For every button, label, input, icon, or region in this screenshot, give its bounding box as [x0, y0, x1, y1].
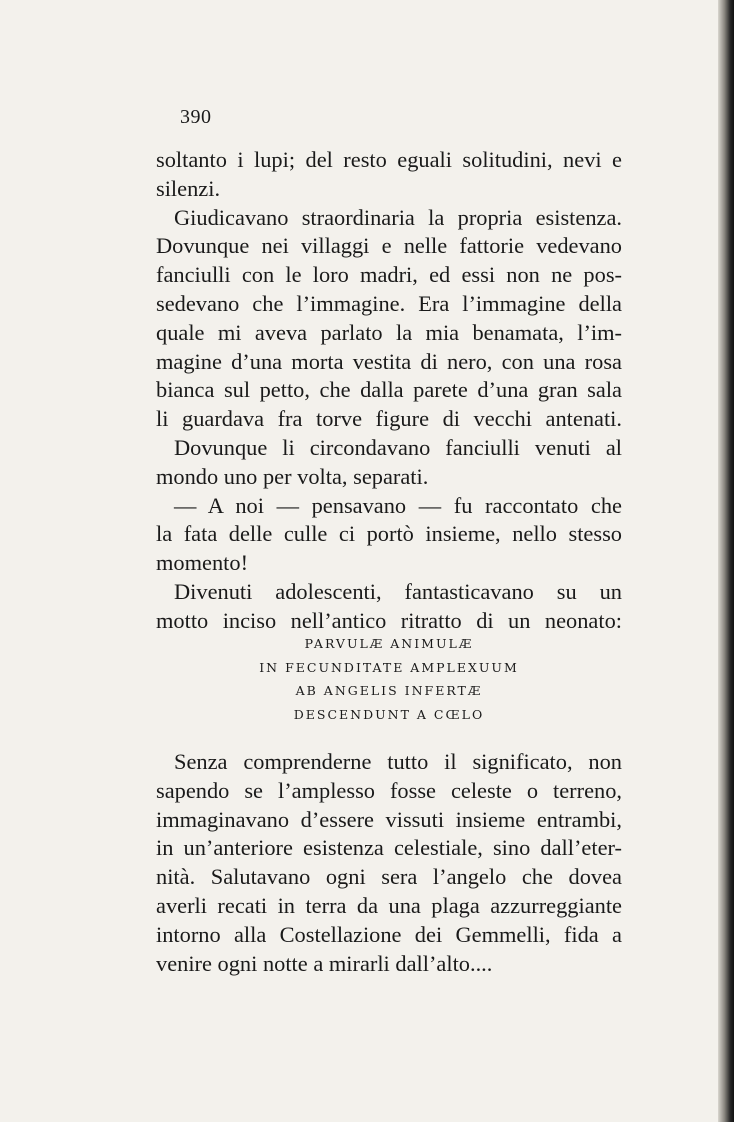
- text-line: sapendo se l’amplesso fosse celeste o terreno,: [156, 777, 622, 803]
- text-line: soltanto i lupi; del resto eguali solitudini, nevi e: [156, 147, 622, 172]
- text-block-lower: [156, 748, 622, 978]
- text-line: averli recati in terra da una plaga azzurreggiante: [156, 892, 622, 918]
- text-line: Divenuti adolescenti, fantasticavano su un: [174, 578, 622, 604]
- text-line: momento!: [156, 550, 249, 576]
- paragraph: [156, 204, 622, 434]
- page-number: 390: [180, 106, 212, 128]
- text-line: li guardava fra torve figure di vecchi antenati.: [156, 406, 622, 432]
- text-line: nità. Salutavano ogni sera l’angelo che dovea: [156, 864, 622, 890]
- text-line: intorno alla Costellazione dei Gemmelli, fida a: [156, 921, 622, 947]
- text-line: immaginavano d’essere vissuti insieme entrambi,: [156, 806, 622, 832]
- text-line: Giudicavano straordinaria la propria esistenza.: [174, 204, 622, 230]
- paragraph: [156, 146, 622, 204]
- page-binding-edge: [718, 0, 734, 1122]
- text-line: mondo uno per volta, separati.: [156, 463, 429, 489]
- text-line: Dovunque li circondavano fanciulli venuti al: [174, 434, 622, 460]
- text-line: la fata delle culle ci portò insieme, nello stesso: [156, 521, 622, 547]
- text-line: motto inciso nell’antico ritratto di un neonato:: [156, 607, 622, 633]
- epigraph-line: AB ANGELIS INFERTÆ: [295, 683, 483, 698]
- text-line: bianca sul petto, che dalla parete d’una gran sala: [156, 377, 622, 403]
- paragraph: [156, 578, 622, 636]
- latin-epigraph: [156, 632, 622, 726]
- paragraph: [156, 492, 622, 578]
- text-line: in un’anteriore esistenza celestiale, sino dall’eter-: [156, 835, 622, 861]
- text-line: magine d’una morta vestita di nero, con una rosa: [156, 348, 622, 374]
- text-line: silenzi.: [156, 175, 221, 201]
- paragraph: [156, 434, 622, 492]
- epigraph-line: PARVULÆ ANIMULÆ: [304, 636, 474, 651]
- text-line: Dovunque nei villaggi e nelle fattorie vedevano: [156, 233, 622, 259]
- text-line: quale mi aveva parlato la mia benamata, l’im-: [156, 319, 622, 345]
- epigraph-line: IN FECUNDITATE AMPLEXUUM: [259, 659, 519, 675]
- text-block-upper: [156, 146, 622, 636]
- text-line: venire ogni notte a mirarli dall’alto....: [156, 950, 493, 976]
- text-line: Senza comprenderne tutto il significato, non: [174, 749, 622, 774]
- epigraph-line: DESCENDUNT A CŒLO: [293, 706, 485, 722]
- text-line: — A noi — pensavano — fu raccontato che: [174, 492, 622, 518]
- text-line: fanciulli con le loro madri, ed essi non ne pos-: [156, 262, 622, 288]
- paragraph: [156, 748, 622, 978]
- text-line: sedevano che l’immagine. Era l’immagine della: [156, 290, 622, 316]
